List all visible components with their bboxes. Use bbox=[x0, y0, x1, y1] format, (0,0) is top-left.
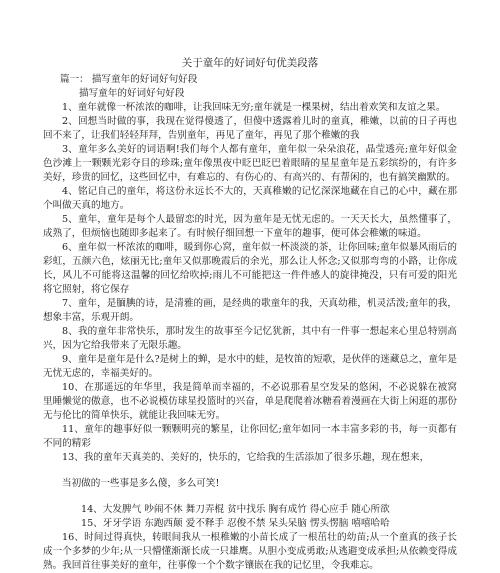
paragraph-3: 3、童年多么美好的词语啊!我们每个人都有童年，童年似一朵朵浪花，晶莹透亮;童年好似金色沙滩上一颗颗光彩夺目的珍珠;童年像黑夜中眨巴眨巴着眼睛的星星童年是五彩缤纷的，有许多美好，珍贵的回忆，这些回忆中，有难忘的、有伤心的、有高兴的、有帮闲的，也有搞笑幽默的。 bbox=[43, 144, 457, 183]
paragraph-2: 2、回想当时做的事，我现在觉得傻透了，但傻中透露着儿时的童真，稚嫩，以前的日子再也回不来了，让我们轻轻拜拜，告别童年，再见了童年，再见了那个稚嫩的我 bbox=[43, 116, 457, 141]
spacer bbox=[43, 491, 457, 503]
spacer bbox=[43, 465, 457, 477]
paragraph-11: 11、童年的趣事好似一颗颗明亮的繁星，让你回忆;童年如同一本丰富多彩的书，每一页都有不同的精彩 bbox=[43, 424, 457, 449]
phrase-line-15: 15、牙牙学语 东跑西颠 爱不释手 忍俊不禁 呆头呆脑 愣头愣脑 嘻嘻哈哈 bbox=[81, 518, 390, 529]
paragraph-13: 13、我的童年天真美的、美好的，快乐的，它给我的生活添加了很多乐趣，现在想来， bbox=[62, 452, 430, 463]
phrase-line-14: 14、大发脾气 吵闹不休 舞刀弄棍 贫中找乐 胸有成竹 得心应手 随心所欲 bbox=[81, 504, 390, 515]
paragraph-9: 9、童年是童年是什么?是树上的蝉，是水中的蛙，是牧笛的短歌，是伙伴的迷藏总之，童年是无忧无虑的，幸福美好的。 bbox=[43, 354, 457, 379]
paragraph-10: 10、在那遥远的年华里，我是简单而幸福的，不必说那看星空发呆的悠闲，不必说躲在被窝里睡懒觉的傲意，也不必说模仿球星投篮时的兴奋，单是爬爬着冰糖看着漫画在大街上闲逛的那份无与伦比的简单快乐，就能让我回味无穷。 bbox=[43, 382, 457, 421]
paragraph-5: 5、童年，童年是每个人最留恋的时光，因为童年是无忧无虑的。一天天长大，虽然懂事了，成熟了，但烦恼也随即多起来了。有时候仔细回想一下童年的趣事，便可体会稚嫩的味道。 bbox=[43, 214, 457, 239]
part-heading: 篇一： 描写童年的好词好句好段 bbox=[60, 74, 198, 85]
paragraph-7: 7、童年，是腼腆的诗，是清雅的画，是经典的歌童年的我，天真幼稚，机灵活泼;童年的我，想象丰富，乐观开朗。 bbox=[43, 298, 457, 323]
paragraph-16: 16、时间过得真快，转眼间我从一根稚嫩的小苗长成了一根茁壮的幼苗;从一个童真的孩子长成一个多梦的少年;从一只懵懂渐渐长成一只雄鹰。从胆小变成勇敢;从逃避变成承担;从依赖变得成熟。我回首往事美好的童年，往事像一个个数字镶嵌在我的记忆里，令我难忘。 bbox=[43, 532, 457, 571]
closing-line: 当初做的一些事是多么傻，多么可笑! bbox=[62, 478, 220, 489]
paragraph-6: 6、童年似一杯浓浓的咖啡，暖到你心窝，童年似一杯淡淡的茶，让你回味;童年似暴风雨后的彩虹，五颜六色，炫丽无比;童年又似那晚霞后的余光，那么让人怀念;又似那弯弯的小路，让你成长，风儿不可能将这温馨的回忆给吹掉;雨儿不可能把这一件件感人的旋律掩没，只有可爱的阳光将它照射，将它保存 bbox=[43, 242, 457, 295]
paragraph-1: 1、童年就像一杯浓浓的咖啡，让我回味无穷;童年就是一棵果树，结出着欢笑和友谊之果。 bbox=[62, 102, 446, 113]
document-title: 关于童年的好词好句优美段落 bbox=[181, 57, 319, 69]
paragraph-4: 4、铭记自己的童年，将这份永远长不大的，天真稚嫩的记忆深深地藏在自己的心中，藏在那个叫做天真的地方。 bbox=[43, 186, 457, 211]
paragraph-8: 8、我的童年非常快乐，那时发生的故事至今记忆犹新，其中有一件事一想起来心里总特别高兴，因为它给我带来了无限乐趣。 bbox=[43, 326, 457, 351]
section-subheading: 描写童年的好词好句好段 bbox=[79, 88, 185, 99]
